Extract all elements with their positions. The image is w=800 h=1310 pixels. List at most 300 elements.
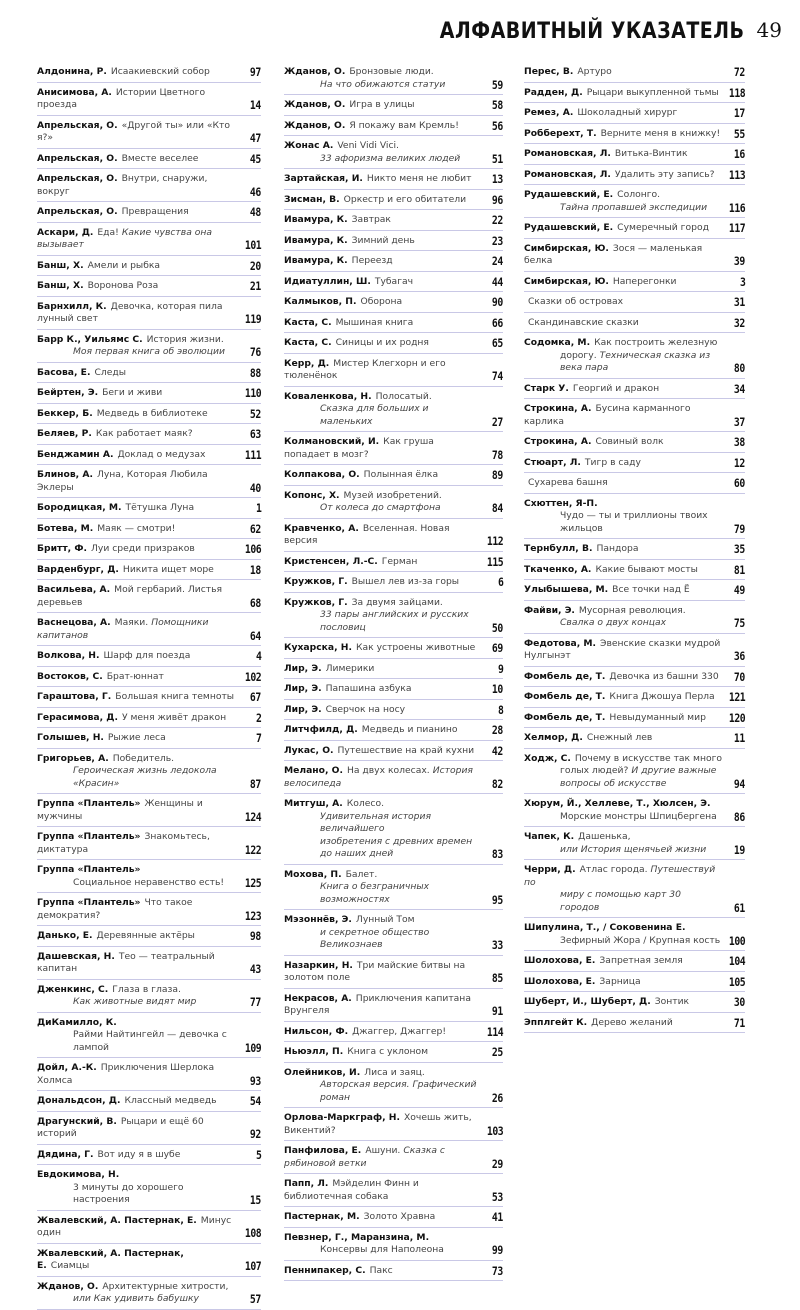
index-entry: [284, 169, 503, 190]
index-entry: [284, 292, 503, 313]
entry-page-number: 75: [734, 616, 745, 630]
entry-first-line: [524, 638, 720, 662]
entry-author: Бородицкая, М.: [37, 502, 122, 513]
entry-author: Романовская, Л.: [524, 148, 611, 159]
entry-first-line: [37, 543, 195, 554]
entry-title-continued: Райми Найтингейл — девочка с лампой: [73, 1029, 227, 1053]
entry-first-line: [284, 255, 393, 266]
index-entry: [37, 893, 261, 926]
entry-subtitle: На что обижаются статуи: [320, 78, 446, 90]
entry-first-line: [524, 584, 690, 595]
entry-author: Каста, С.: [284, 316, 332, 328]
entry-title: Амели и рыбка: [87, 259, 161, 271]
entry-title-continued: 3 минуты до хорошего настроения: [73, 1181, 184, 1205]
entry-title: Превращения: [121, 206, 189, 217]
entry-subtitle: Сказка для больших и маленьких: [320, 403, 429, 427]
index-entry: [284, 486, 503, 519]
entry-title: Сказки об островах: [528, 296, 624, 307]
entry-first-line: [524, 169, 715, 180]
entry-title: Пандора: [596, 543, 639, 554]
index-entry: [37, 62, 261, 83]
entry-page-number: 39: [734, 254, 745, 268]
entry-first-line: [284, 914, 415, 925]
entry-author: Варденбург, Д.: [37, 563, 119, 575]
entry-title: Внутри, снаружи, вокруг: [37, 173, 208, 197]
entry-first-line: [524, 922, 685, 933]
entry-author: Герасимова, Д.: [37, 711, 118, 723]
entry-author: Ботева, М.: [37, 522, 94, 534]
entry-page-number: 74: [492, 369, 503, 383]
entry-author: Строкина, А.: [524, 436, 592, 447]
entry-page-number: 116: [728, 200, 745, 215]
entry-title: Приключения Шерлока Холмса: [37, 1062, 215, 1086]
entry-title-continued: голых людей?: [560, 765, 629, 776]
entry-title: История жизни.: [146, 333, 224, 345]
index-entry: [524, 667, 745, 688]
entry-first-line: [284, 358, 446, 382]
index-entry: [524, 292, 745, 313]
entry-title: Лимерики: [325, 662, 375, 674]
entry-title: Атлас города.: [579, 864, 648, 875]
index-entry: [284, 1207, 503, 1228]
entry-page-number: 80: [734, 361, 745, 375]
entry-page-number: 66: [492, 315, 503, 330]
index-entry: [37, 687, 261, 708]
entry-title: Архитектурные хитрости,: [102, 1280, 229, 1292]
entry-page-number: 93: [250, 1073, 261, 1088]
entry-page-number: 81: [734, 562, 745, 577]
entry-title: Мэйделин Финн и библиотечная собака: [284, 1178, 419, 1202]
entry-page-number: 31: [734, 295, 745, 309]
entry-author: Лир, Э.: [284, 662, 322, 674]
index-entry: [37, 708, 261, 729]
index-entry: [284, 794, 503, 865]
entry-page-number: 17: [734, 106, 745, 120]
entry-first-line: [524, 732, 652, 743]
entry-page-number: 15: [250, 1193, 261, 1207]
entry-first-line: [284, 214, 391, 225]
entry-first-line: [524, 383, 659, 394]
entry-title: Зарница: [599, 975, 641, 987]
entry-author: Файви, Э.: [524, 604, 575, 616]
entry-author: Лир, Э.: [284, 703, 322, 715]
entry-author: Апрельская, О.: [37, 152, 118, 164]
entry-first-line: [284, 66, 434, 77]
index-entry: [524, 399, 745, 432]
entry-author: Гараштова, Г.: [37, 691, 112, 702]
entry-title: Как груша попадает в мозг?: [284, 436, 434, 460]
entry-title: Девочка из башни 330: [609, 670, 719, 682]
entry-page-number: 86: [734, 809, 745, 824]
index-entry: [37, 1058, 261, 1091]
entry-page-number: 92: [250, 1127, 261, 1141]
entry-author: Группа «Плантель»: [37, 831, 141, 842]
entry-author: Старк У.: [524, 382, 569, 394]
entry-page-number: 2: [255, 710, 261, 725]
entry-title: Балет.: [345, 868, 378, 880]
entry-title: Приключения капитана Врунгеля: [284, 992, 471, 1016]
entry-first-line: [284, 1211, 435, 1222]
entry-author: Голышев, Н.: [37, 732, 104, 743]
entry-author: Орлова-Маркграф, Н.: [284, 1112, 400, 1123]
index-entry: [37, 465, 261, 498]
entry-subtitle: Как животные видят мир: [73, 996, 197, 1007]
entry-title: Девочка, которая пила лунный свет: [37, 300, 223, 324]
index-entry: [284, 1174, 503, 1207]
entry-title-continued: дорогу.: [560, 349, 597, 361]
entry-page-number: 22: [492, 213, 503, 227]
entry-author: Олейников, И.: [284, 1066, 361, 1078]
entry-first-line: [37, 387, 162, 398]
entry-title: Медведь в библиотеке: [96, 407, 208, 419]
entry-title: Следы: [94, 366, 126, 378]
page-number: 49: [756, 18, 782, 42]
entry-title: Зося — маленькая белка: [524, 242, 703, 266]
entry-page-number: 79: [734, 521, 745, 536]
entry-title: Рыжие леса: [107, 732, 166, 743]
entry-subtitle: Путешествуй по: [524, 864, 716, 888]
entry-author: Ивамура, К.: [284, 234, 348, 246]
entry-first-line: [284, 194, 466, 205]
index-entry: [37, 169, 261, 202]
entry-page-number: 114: [486, 1024, 503, 1039]
index-entry: [284, 95, 503, 116]
entry-first-line: [524, 691, 715, 702]
entry-page-number: 14: [250, 98, 261, 112]
entry-second-line: [284, 1244, 481, 1257]
entry-page-number: 105: [728, 974, 745, 989]
entry-author: Каста, С.: [284, 337, 332, 348]
index-entry: [524, 951, 745, 972]
index-entry: [284, 910, 503, 956]
entry-title: Бронзовые люди.: [349, 66, 434, 77]
entry-title: Большая книга темноты: [115, 691, 235, 702]
entry-author: Копонс, Х.: [284, 489, 340, 501]
entry-author: Коваленкова, Н.: [284, 390, 372, 402]
entry-author: Жданов, О.: [284, 99, 346, 110]
entry-first-line: [284, 1112, 472, 1136]
entry-author: Кристенсен, Л.-С.: [284, 555, 378, 567]
index-entry: [524, 185, 745, 218]
entry-first-line: [37, 1095, 217, 1106]
entry-page-number: 97: [250, 65, 261, 79]
index-entry: [524, 165, 745, 186]
entry-author: Симбирская, Ю.: [524, 275, 609, 287]
index-entry: [284, 593, 503, 639]
entry-first-line: [37, 523, 175, 534]
entry-author: Алдонина, Р.: [37, 66, 107, 77]
entry-first-line: [37, 650, 190, 661]
entry-page-number: 53: [492, 1189, 503, 1204]
index-entry: [37, 297, 261, 330]
entry-first-line: [524, 955, 683, 966]
entry-title: Сверчок на носу: [325, 703, 406, 715]
entry-author: Нильсон, Ф.: [284, 1025, 349, 1037]
entry-author: Содомка, М.: [524, 337, 591, 348]
index-entry: [284, 638, 503, 659]
entry-page-number: 30: [734, 995, 745, 1009]
entry-first-line: [284, 869, 377, 880]
entry-author: Группа «Плантель»: [37, 864, 141, 875]
entry-second-line: [524, 202, 723, 215]
index-entry: [37, 1244, 261, 1277]
entry-title: Запретная земля: [599, 955, 683, 966]
entry-second-line: [524, 811, 723, 824]
entry-subtitle: Техническая сказка из века пара: [560, 349, 711, 373]
entry-second-line: [524, 935, 723, 948]
index-entry: [37, 539, 261, 560]
entry-title: Скандинавские сказки: [528, 316, 639, 328]
entry-page-number: 26: [492, 1090, 503, 1105]
entry-page-number: 23: [492, 233, 503, 248]
entry-author: Лир, Э.: [284, 683, 322, 694]
entry-first-line: [37, 712, 226, 723]
index-entry: [37, 1277, 261, 1310]
index-entry: [284, 720, 503, 741]
index-entry: [284, 231, 503, 252]
entry-page-number: 111: [244, 447, 261, 462]
entry-page-number: 102: [244, 669, 261, 684]
entry-second-line: [284, 1079, 481, 1104]
entry-page-number: 115: [486, 554, 503, 569]
entry-first-line: [284, 1265, 393, 1276]
entry-first-line: [37, 831, 210, 855]
index-entry: [37, 445, 261, 466]
index-title: АЛФАВИТНЫЙ УКАЗАТЕЛЬ: [439, 18, 745, 44]
index-entry: [284, 865, 503, 911]
entry-page-number: 91: [492, 1004, 503, 1018]
index-entry: [524, 313, 745, 334]
index-entry: [524, 1013, 745, 1034]
entry-title-continued: Морские монстры Шпицбергена: [560, 810, 717, 822]
entry-page-number: 44: [492, 274, 503, 289]
index-entry: [524, 333, 745, 379]
entry-title: Рыцари и ещё 60 историй: [37, 1115, 204, 1139]
entry-title: Наперегонки: [612, 275, 677, 287]
entry-page-number: 107: [244, 1259, 261, 1273]
index-entry: [524, 794, 745, 827]
entry-page-number: 37: [734, 414, 745, 429]
entry-page-number: 49: [734, 583, 745, 597]
index-entry: [37, 149, 261, 170]
entry-first-line: [524, 128, 720, 139]
entry-author: Бритт, Ф.: [37, 543, 87, 554]
entry-title: У меня живёт дракон: [121, 711, 227, 723]
index-entry: [284, 136, 503, 169]
entry-title: Синицы и их родня: [335, 337, 429, 348]
entry-first-line: [524, 564, 698, 575]
entry-title-continued: Зефирный Жора / Крупная кость: [560, 934, 721, 946]
entry-page-number: 121: [728, 690, 745, 704]
entry-first-line: [524, 403, 690, 427]
index-entry: [284, 1022, 503, 1043]
index-entry: [284, 354, 503, 387]
index-entry: [284, 1042, 503, 1063]
entry-second-line: [284, 403, 481, 428]
entry-title: Сухарева башня: [528, 477, 608, 488]
entry-title: Классный медведь: [124, 1095, 217, 1106]
entry-title: Зонтик: [654, 996, 690, 1007]
index-entry: [284, 989, 503, 1022]
entry-author: Лукас, О.: [284, 744, 334, 756]
index-entry: [284, 1141, 503, 1174]
entry-author: Апрельская, О.: [37, 119, 118, 131]
entry-title: Брат-юннат: [106, 670, 164, 682]
entry-title: Никита ищет море: [122, 563, 214, 575]
entry-first-line: [37, 449, 205, 460]
index-entry: [284, 465, 503, 486]
entry-author: Симбирская, Ю.: [524, 242, 609, 254]
entry-page-number: 48: [250, 205, 261, 219]
index-entry: [37, 256, 261, 277]
entry-title: Луи среди призраков: [90, 543, 195, 554]
entry-author: Рудашевский, Е.: [524, 222, 614, 233]
entry-first-line: [284, 663, 374, 674]
entry-first-line: [284, 683, 412, 694]
index-entry: [37, 404, 261, 425]
entry-author: Кружков, Г.: [284, 596, 348, 608]
entry-title: Бусина карманного карлика: [524, 403, 691, 427]
entry-title: Медведь и пианино: [361, 724, 458, 735]
entry-first-line: [37, 691, 234, 702]
entry-title: Хочешь жить, Викентий?: [284, 1112, 472, 1136]
entry-author: Банш, Х.: [37, 259, 84, 271]
index-entry: [37, 926, 261, 947]
entry-first-line: [284, 296, 402, 307]
entry-second-line: [524, 844, 723, 857]
index-entry: [284, 210, 503, 231]
entry-first-line: [284, 1178, 419, 1202]
index-entry: [524, 144, 745, 165]
entry-title: Как работает маяк?: [95, 428, 193, 439]
entry-first-line: [284, 1026, 446, 1037]
entry-author: Кухарска, Н.: [284, 642, 352, 653]
entry-page-number: 88: [250, 365, 261, 380]
entry-title: Переезд: [351, 255, 393, 266]
index-entry: [37, 728, 261, 749]
entry-page-number: 51: [492, 151, 503, 166]
entry-first-line: [37, 1116, 204, 1140]
entry-first-line: [284, 745, 474, 756]
entry-author: Литчфилд, Д.: [284, 724, 358, 735]
entry-author: Бейртен, Э.: [37, 387, 99, 398]
entry-page-number: 83: [492, 847, 503, 861]
entry-page-number: 99: [492, 1243, 503, 1257]
index-entry: [284, 659, 503, 680]
entry-author: Зисман, В.: [284, 193, 340, 205]
entry-first-line: [37, 984, 181, 995]
entry-subtitle: 33 афоризма великих людей: [320, 152, 461, 164]
entry-author: Пеннипакер, С.: [284, 1264, 366, 1276]
index-entry: [284, 1261, 503, 1282]
entry-first-line: [284, 1046, 428, 1057]
entry-author: Востоков, С.: [37, 670, 103, 682]
index-entry: [524, 580, 745, 601]
entry-author: Колпакова, О.: [284, 469, 360, 480]
entry-page-number: 89: [492, 468, 503, 482]
entry-title: Музей изобретений.: [343, 489, 442, 501]
entry-page-number: 100: [728, 933, 745, 948]
entry-page-number: 21: [250, 279, 261, 293]
index-entry: [284, 1228, 503, 1261]
entry-second-line: [284, 502, 481, 515]
entry-title: Вместе веселее: [121, 152, 199, 164]
entry-first-line: [37, 408, 208, 419]
entry-first-line: [37, 334, 224, 345]
entry-page-number: 117: [728, 221, 745, 235]
entry-author: Дженкинс, С.: [37, 983, 109, 995]
entry-page-number: 103: [486, 1123, 503, 1138]
entry-first-line: [284, 704, 405, 715]
entry-author: Драгунский, В.: [37, 1115, 117, 1127]
entry-title: Эвенские сказки мудрой Нулгынэт: [524, 637, 721, 661]
entry-page-number: 110: [244, 386, 261, 400]
index-entry: [284, 956, 503, 989]
entry-author: Волкова, Н.: [37, 650, 100, 661]
entry-page-number: 120: [728, 710, 745, 725]
index-entry: [37, 363, 261, 384]
entry-page-number: 108: [244, 1226, 261, 1240]
entry-title: На двух колесах.: [346, 765, 430, 776]
entry-page-number: 46: [250, 184, 261, 199]
entry-subtitle: или История щенячьей жизни: [560, 843, 707, 855]
entry-first-line: [524, 798, 711, 809]
entry-title: Ашуни.: [365, 1145, 401, 1156]
entry-page-number: 56: [492, 118, 503, 133]
entry-first-line: [284, 597, 443, 608]
index-entry: [524, 749, 745, 795]
entry-author: Фомбель де, Т.: [524, 691, 606, 702]
entry-page-number: 5: [255, 1147, 261, 1162]
entry-page-number: 35: [734, 542, 745, 556]
entry-title: Дерево желаний: [591, 1016, 673, 1028]
entry-page-number: 68: [250, 595, 261, 610]
entry-author: Мохова, П.: [284, 868, 342, 880]
entry-second-line: [284, 927, 481, 952]
entry-title: Я покажу вам Кремль!: [349, 119, 459, 131]
entry-first-line: [524, 605, 686, 616]
index-entry: [37, 116, 261, 149]
entry-first-line: [284, 276, 413, 287]
entry-first-line: [524, 296, 623, 307]
entry-first-line: [284, 1067, 425, 1078]
entry-first-line: [284, 99, 415, 110]
entry-page-number: 124: [244, 809, 261, 824]
entry-first-line: [524, 543, 638, 554]
entry-author: Ремез, А.: [524, 107, 574, 118]
entry-title: Полынная ёлка: [363, 469, 439, 480]
entry-first-line: [37, 66, 210, 77]
entry-first-line: [524, 996, 689, 1007]
entry-author: Барр К., Уильямс С.: [37, 333, 143, 345]
entry-first-line: [37, 584, 222, 608]
entry-author: Зартайская, И.: [284, 173, 363, 184]
entry-subtitle-continued: изобретения с древних времен до наших дней: [320, 835, 473, 859]
entry-page-number: 69: [492, 641, 503, 655]
entry-title: Георгий и дракон: [572, 382, 660, 394]
entry-author: Кружков, Г.: [284, 576, 348, 587]
entry-second-line: [37, 1182, 239, 1207]
entry-author: Жвалевский, А. Пастернак, Е.: [37, 1247, 184, 1271]
entry-author: Калмыков, П.: [284, 296, 357, 307]
entry-title-continued: Чудо — ты и триллионы твоих жильцов: [560, 510, 708, 534]
entry-first-line: [284, 173, 471, 184]
entry-page-number: 125: [244, 875, 261, 890]
entry-title: Как построить железную: [594, 337, 718, 348]
entry-page-number: 54: [250, 1094, 261, 1108]
entry-author: Радден, Д.: [524, 86, 583, 98]
entry-title: Рыцари выкупленной тьмы: [586, 86, 719, 98]
